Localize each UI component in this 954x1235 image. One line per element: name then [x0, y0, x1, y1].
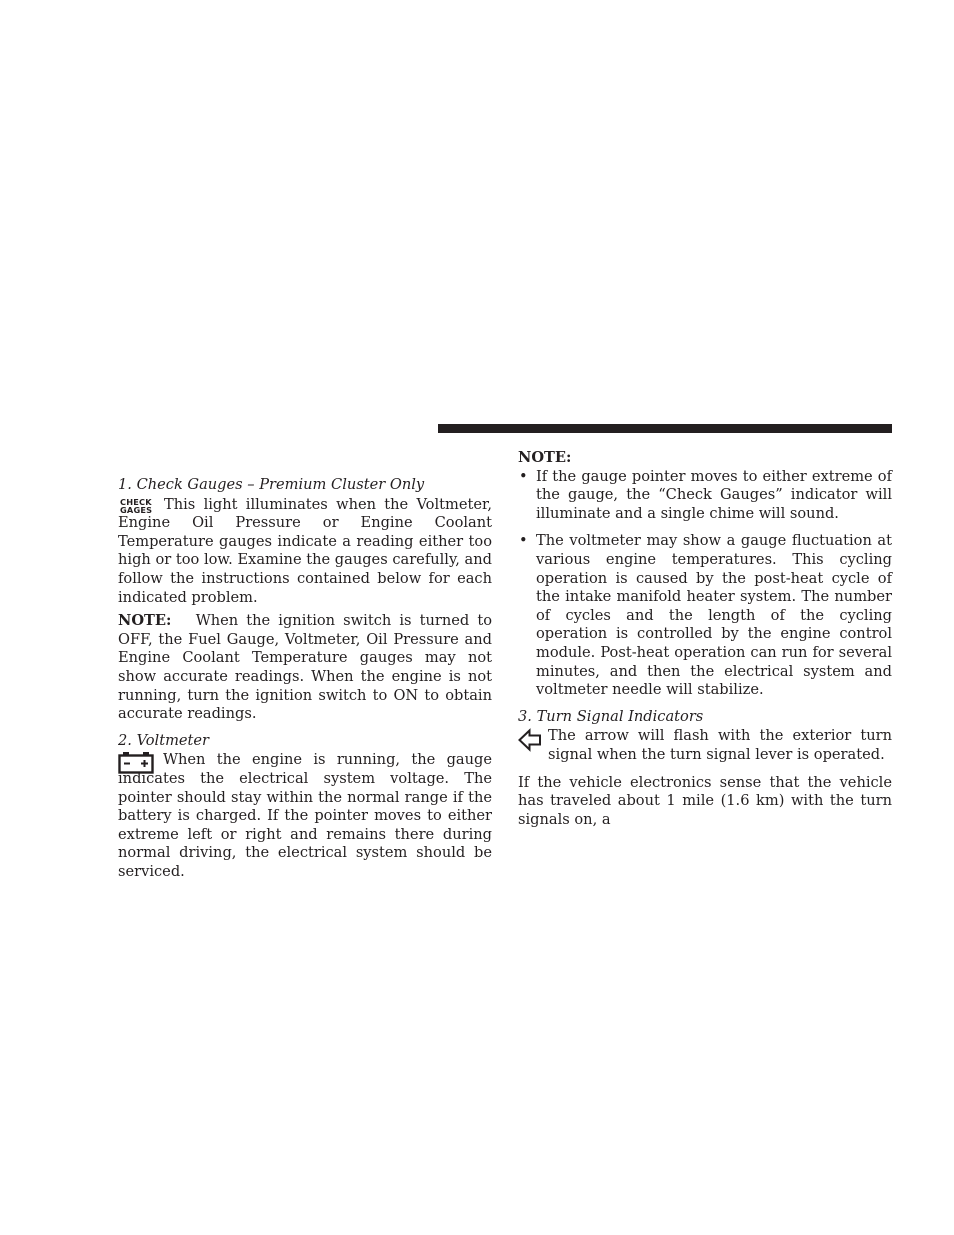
list-item: • The voltmeter may show a gauge fluctuation at various engine temperatures. This cycling operation is caused by the post-heat cycle of the intake manifold heater system. The number of cycles and the length of the cycling operation is controlled by the engine control module. Post-heat operation can run for several minutes, and then the electrical system and voltmeter needle will stabilize. — [518, 532, 892, 699]
turn-signal-section — [518, 727, 892, 764]
note-paragraph — [118, 612, 492, 724]
turn-signal-text: The arrow will flash with the exterior turn signal when the turn signal lever is operated. — [548, 727, 892, 763]
voltmeter-text: When the engine is running, the gauge indicates the electrical system voltage. The pointer should stay within the normal range if the battery is charged. If the pointer moves to either extreme left or right and remains there during normal driving, the electrical system should be serviced. — [118, 751, 492, 880]
right-column — [518, 449, 892, 829]
section-header-bar — [438, 424, 892, 433]
check-gauges-section — [118, 496, 492, 608]
note-bullet-list — [518, 468, 892, 700]
left-column — [118, 476, 492, 881]
note-text: When the ignition switch is turned to OFF, the Fuel Gauge, Voltmeter, Oil Pressure and Engine Coolant Temperature gauges may not show accurate readings. When the engine is not running, turn the ignition switch to ON to obtain accurate readings. — [118, 612, 492, 723]
turn-signal-arrow-icon — [518, 728, 542, 752]
check-gauges-heading: 1. Check Gauges – Premium Cluster Only — [118, 476, 425, 493]
right-note-label: NOTE: — [518, 449, 572, 466]
voltmeter-heading: 2. Voltmeter — [118, 731, 210, 749]
check-gauges-icon-line2: GAGES — [120, 505, 153, 516]
turn-signal-heading: 3. Turn Signal Indicators — [518, 707, 704, 725]
turn-signal-continued-text: If the vehicle electronics sense that the vehicle has traveled about 1 mile (1.6 km) with the turn signals on, a — [518, 773, 892, 828]
check-gauges-icon — [120, 498, 152, 516]
list-item: • If the gauge pointer moves to either extreme of the gauge, the “Check Gauges” indicator will illuminate and a single chime will sound. — [518, 468, 892, 524]
note-label: NOTE: — [118, 612, 172, 630]
check-gauges-text: This light illuminates when the Voltmeter, Engine Oil Pressure or Engine Coolant Temperature gauges indicate a reading either too high or too low. Examine the gauges carefully, and follow the instructions contained below for each indicated problem. — [118, 495, 492, 606]
check-gauges-icon-line1: CHECK — [120, 496, 152, 507]
battery-icon — [118, 752, 154, 774]
voltmeter-section — [118, 751, 492, 881]
